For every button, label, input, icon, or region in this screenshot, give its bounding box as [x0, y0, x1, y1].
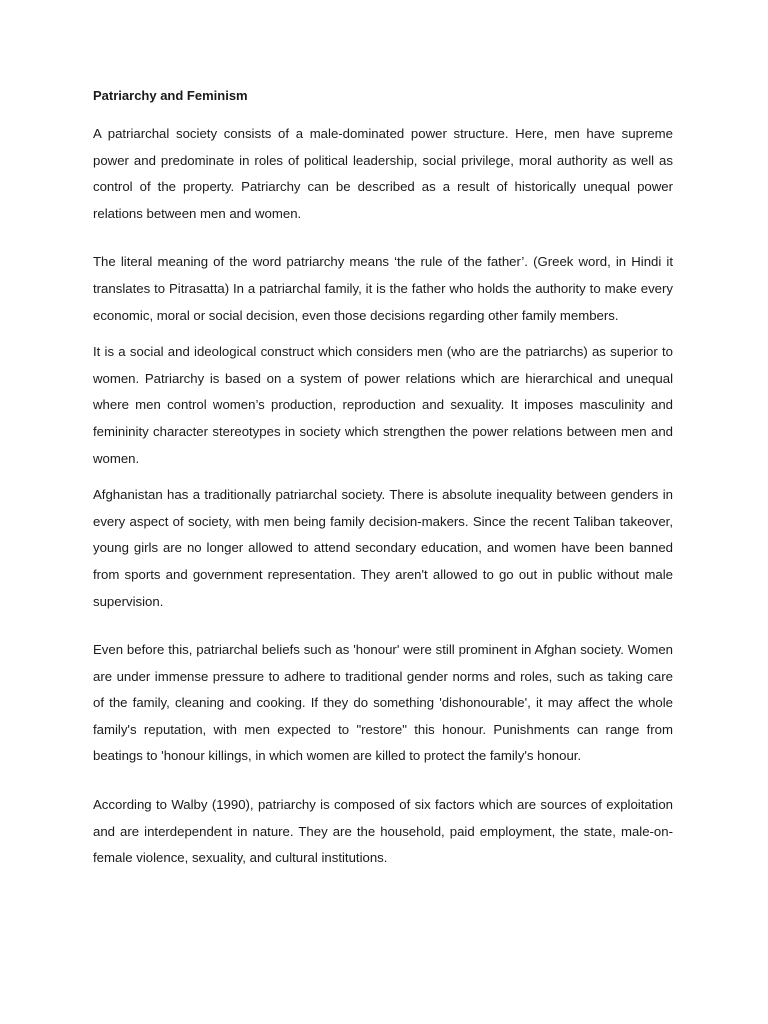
- document-title: Patriarchy and Feminism: [93, 88, 248, 103]
- paragraph: A patriarchal society consists of a male-dominated power structure. Here, men have supreme power and predominate in roles of political leadership, social privilege, moral authority as well as control of the property. Patriarchy can be described as a result of historically unequal power relations between men and women.: [93, 126, 673, 221]
- paragraph: According to Walby (1990), patriarchy is composed of six factors which are sources of exploitation and are interdependent in nature. They are the household, paid employment, the state, male-on-female violence, sexuality, and cultural institutions.: [93, 797, 673, 866]
- paragraph: It is a social and ideological construct which considers men (who are the patriarchs) as superior to women. Patriarchy is based on a system of power relations which are hierarchical and unequal where men control women’s production, reproduction and sexuality. It imposes masculinity and femininity character stereotypes in society which strengthen the power relations between men and women.: [93, 344, 673, 466]
- paragraph: The literal meaning of the word patriarchy means ‘the rule of the father’. (Greek word, in Hindi it translates to Pitrasatta) In a patriarchal family, it is the father who holds the authority to make every economic, moral or social decision, even those decisions regarding other family members.: [93, 254, 673, 323]
- paragraph: Afghanistan has a traditionally patriarchal society. There is absolute inequality between genders in every aspect of society, with men being family decision-makers. Since the recent Taliban takeover, young girls are no longer allowed to attend secondary education, and women have been banned from sports and government representation. They aren't allowed to go out in public without male supervision.: [93, 487, 673, 609]
- paragraph: Even before this, patriarchal beliefs such as 'honour' were still prominent in Afghan society. Women are under immense pressure to adhere to traditional gender norms and roles, such as taking care of the family, cleaning and cooking. If they do something 'dishonourable', it may affect the whole family's reputation, with men expected to "restore" this honour. Punishments can range from beatings to 'honour killings, in which women are killed to protect the family's honour.: [93, 642, 673, 764]
- document-page: [93, 86, 673, 872]
